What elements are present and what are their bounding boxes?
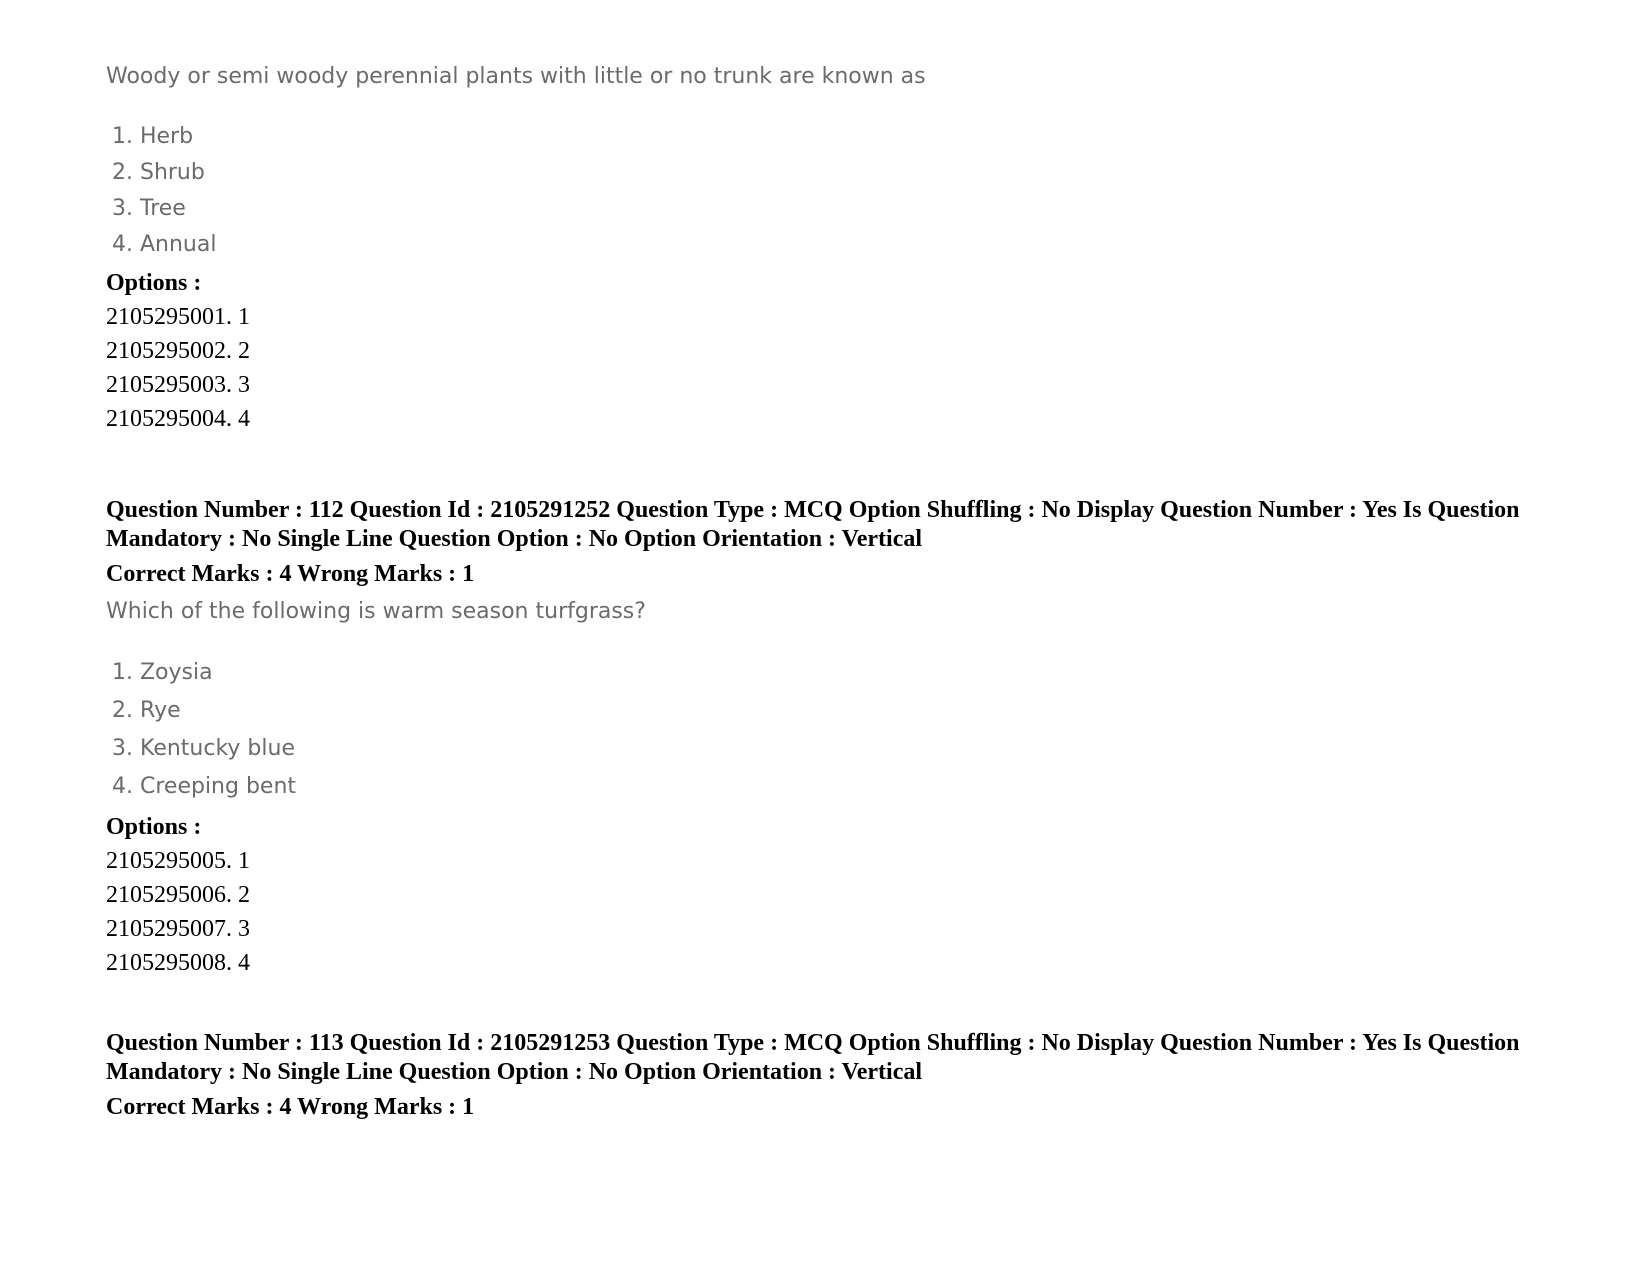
question-111-choice-2: 2. Shrub [112,160,205,185]
question-112-choice-4: 4. Creeping bent [112,774,297,799]
question-113-marks: Correct Marks : 4 Wrong Marks : 1 [106,1094,475,1120]
question-112-choice-2: 2. Rye [112,698,181,723]
question-112-option-4: 2105295008. 4 [106,950,250,976]
question-112-option-3: 2105295007. 3 [106,916,250,942]
question-111-option-2: 2105295002. 2 [106,338,250,364]
question-112-option-1: 2105295005. 1 [106,848,250,874]
question-112-meta: Question Number : 112 Question Id : 2105291252 Question Type : MCQ Option Shuffling : No Display Question Number : Yes Is Question Mandatory : No Single Line Question Option : No Option Orientation : Vertical [106,497,1520,552]
question-111-options-label: Options : [106,270,202,296]
question-112-choice-3: 3. Kentucky blue [112,736,295,761]
question-112-marks: Correct Marks : 4 Wrong Marks : 1 [106,561,475,587]
question-112-options-label: Options : [106,814,202,840]
question-112-text: Which of the following is warm season turfgrass? [106,599,646,624]
question-112-option-2: 2105295006. 2 [106,882,250,908]
question-113-meta: Question Number : 113 Question Id : 2105291253 Question Type : MCQ Option Shuffling : No Display Question Number : Yes Is Question Mandatory : No Single Line Question Option : No Option Orientation : Vertical [106,1030,1520,1085]
question-112-choice-1: 1. Zoysia [112,660,213,685]
question-111-choice-3: 3. Tree [112,196,186,221]
question-111-option-3: 2105295003. 3 [106,372,250,398]
question-111-choice-1: 1. Herb [112,124,194,149]
question-111-option-4: 2105295004. 4 [106,406,250,432]
question-111-text: Woody or semi woody perennial plants with little or no trunk are known as [106,64,926,89]
question-111-option-1: 2105295001. 1 [106,304,250,330]
question-111-choice-4: 4. Annual [112,232,217,257]
